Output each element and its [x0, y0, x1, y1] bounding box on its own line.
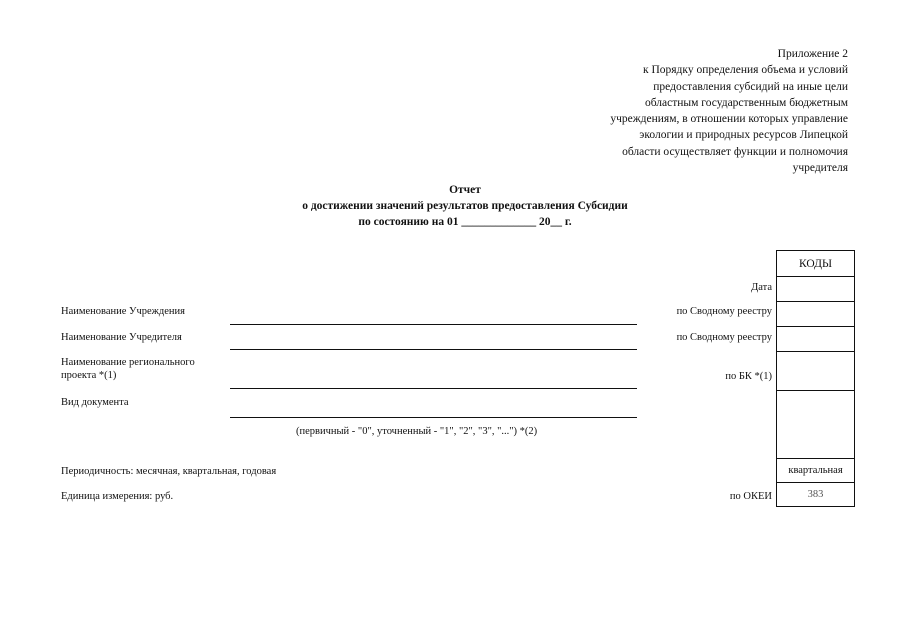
appendix-block: [548, 46, 848, 176]
appendix-line: областным государственным бюджетным: [644, 96, 848, 109]
institution-field[interactable]: [230, 324, 637, 325]
title-line-report: Отчет: [449, 184, 481, 196]
founder-label: Наименование Учредителя: [61, 332, 182, 343]
project-label-line2: проекта *(1): [61, 370, 117, 381]
code-cell-bk[interactable]: [777, 351, 854, 390]
appendix-line: области осуществляет функции и полномочия: [622, 145, 848, 158]
code-cell-registry-founder[interactable]: [777, 326, 854, 351]
code-cell-periodicity[interactable]: квартальная: [777, 458, 854, 482]
code-cell-date[interactable]: [777, 276, 854, 301]
appendix-line: к Порядку определения объема и условий: [643, 64, 848, 77]
title-line-date: по состоянию на 01 _____________ 20__ г.: [358, 216, 572, 228]
appendix-line: экологии и природных ресурсов Липецкой: [639, 129, 848, 142]
bk-label: по БК *(1): [725, 371, 772, 382]
founder-field[interactable]: [230, 349, 637, 350]
registry-label-institution: по Сводному реестру: [676, 306, 772, 317]
registry-label-founder: по Сводному реестру: [676, 332, 772, 343]
code-cell-registry-institution[interactable]: [777, 301, 854, 326]
appendix-line: предоставления субсидий на иные цели: [653, 80, 848, 93]
project-label-line1: Наименование регионального: [61, 357, 195, 368]
codes-table: [776, 250, 855, 507]
doc-type-field[interactable]: [230, 417, 637, 418]
doc-type-note: (первичный - "0", уточненный - "1", "2", "3", "...") *(2): [296, 426, 538, 437]
code-cell-doc-type[interactable]: [777, 390, 854, 458]
title-line-subject: о достижении значений результатов предоставления Субсидии: [302, 200, 628, 212]
project-field[interactable]: [230, 388, 637, 389]
date-label: Дата: [751, 282, 772, 293]
unit-label: Единица измерения: руб.: [61, 491, 174, 502]
report-title: [215, 182, 715, 230]
appendix-line: учреждениям, в отношении которых управление: [610, 113, 848, 126]
okei-label: по ОКЕИ: [729, 491, 772, 502]
institution-label: Наименование Учреждения: [61, 306, 185, 317]
codes-header: КОДЫ: [799, 257, 832, 270]
appendix-line: Приложение 2: [777, 48, 848, 60]
code-cell-okei[interactable]: 383: [777, 482, 854, 506]
doc-type-label: Вид документа: [61, 397, 129, 408]
appendix-line: учредителя: [792, 162, 848, 175]
periodicity-label: Периодичность: месячная, квартальная, годовая: [61, 466, 277, 477]
